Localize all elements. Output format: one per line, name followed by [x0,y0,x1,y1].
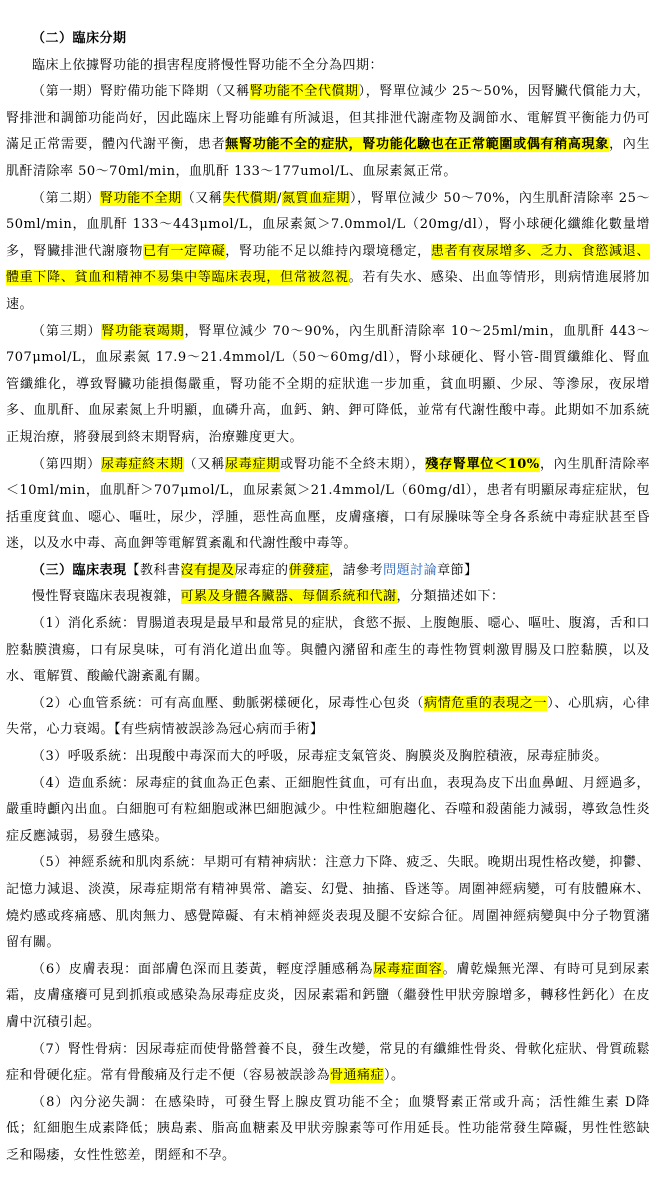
section-heading-clinical-manifestations: （三）臨床表現【教科書沒有提及尿毒症的併發症，請參考問題討論章節】 [32,562,478,578]
highlight-text: 腎功能不全代償期 [249,84,359,100]
highlight-text: 併發症 [288,562,330,578]
item-renal-osteopathy: （7）腎性骨病：因尿毒症而使骨骼營養不良，發生改變，常見的有纖維性骨炎、骨軟化症狀、骨質疏鬆症和骨硬化症。常有骨酸痛及行走不便（容易被誤診為骨通痛症）。 [6,1041,650,1084]
highlight-text: 失代償期 [222,190,277,206]
stage-1-paragraph: （第一期）腎貯備功能下降期（又稱腎功能不全代償期），腎單位減少 25～50%，因腎臟代償能力大，腎排泄和調節功能尚好，因此臨床上腎功能雖有所減退，但其排泄代謝產物及調節水、電解質平衡能力仍可滿足正常需要，體內代謝平衡，患者無腎功能不全的症狀，腎功能化驗也在正常範圍或偶有稍高現象，內生肌酐清除率 50～70ml/min，血肌酐 133～177umol/L、血尿素氮正常。 [6,84,650,179]
highlight-text: 腎功能衰竭期 [101,323,185,339]
highlight-text: 可累及身體各臟器、每個系統和代謝 [180,589,397,605]
stage-2-paragraph: （第二期）腎功能不全期（又稱失代償期/氮質血症期），腎單位減少 50～70%，內生肌酐清除率 25～50ml/min，血肌酐 133～443μmol/L，血尿素氮＞7.0mmol/L（20mg/dl），腎小球硬化纖維化數量增多，腎臟排泄代謝廢物已有一定障礙，腎功能不足以維持內環境穩定，患者有夜尿增多、乏力、食慾減退、體重下降、貧血和精神不易集中等臨床表現，但常被忽視。若有失水、感染、出血等情形，則病情進展將加速。 [6,190,650,312]
item-skin-manifestations: （6）皮膚表現：面部膚色深而且萎黃，輕度浮腫感稱為尿毒症面容。膚乾燥無光澤、有時可見到尿素霜，皮膚瘙癢可見到抓痕或感染為尿毒症皮炎，因尿素霜和鈣鹽（繼發性甲狀旁腺增多，轉移性鈣化）在皮膚中沉積引起。 [6,961,650,1030]
item-respiratory-system: （3）呼吸系統：出現酸中毒深而大的呼吸，尿毒症支氣管炎、胸膜炎及胸腔積液，尿毒症肺炎。 [32,749,608,765]
stage-3-paragraph: （第三期）腎功能衰竭期，腎單位減少 70～90%，內生肌酐清除率 10～25ml/min，血肌酐 443～707μmol/L，血尿素氮 17.9～21.4mmol/L（50～60mg/dl），腎小球硬化、腎小管-間質纖維化、腎血管纖維化，導致腎臟功能損傷嚴重，腎功能不全期的症狀進一步加重，貧血明顯、少尿、等滲尿，夜尿增多、血肌酐、血尿素氮上升明顯，血磷升高，血鈣、鈉、鉀可降低，並常有代謝性酸中毒。此期如不加系統正規治療，將發展到終末期腎病，治療難度更大。 [6,323,650,445]
highlight-text: 無腎功能不全的症狀，腎功能化驗也在正常範圍或偶有稍高現象 [225,137,610,153]
highlight-text: 已有一定障礙 [143,243,226,259]
highlight-text: 殘存腎單位＜10% [425,456,540,472]
stage-4-paragraph: （第四期）尿毒症終末期（又稱尿毒症期或腎功能不全終末期），殘存腎單位＜10%，內生肌酐清除率＜10ml/min，血肌酐＞707μmol/L，血尿素氮＞21.4mmol/L（60mg/dl），患者有明顯尿毒症症狀，包括重度貧血、噁心、嘔吐，尿少，浮腫，惡性高血壓，皮膚瘙癢，口有尿臊味等全身各系統中毒症狀甚至昏迷，以及水中毒、高血鉀等電解質紊亂和代謝性酸中毒等。 [6,456,650,552]
highlight-text: 腎功能不全期 [100,190,182,206]
item-nervous-muscular-system: （5）神經系統和肌肉系統：早期可有精神病狀：注意力下降、疲乏、失眠。晚期出現性格改變，抑鬱、記憶力減退、淡漠，尿毒症期常有精神異常、譫妄、幻覺、抽搐、昏迷等。周圍神經病變，可有肢體麻木、燒灼感或疼痛感、肌肉無力、感覺障礙、有末梢神經炎表現及腿不安綜合征。周圍神經病變與中分子物質瀦留有關。 [6,855,650,951]
section-heading-clinical-staging: （二）臨床分期 [32,31,127,46]
manifestations-intro: 慢性腎衰臨床表現複雜，可累及身體各臟器、每個系統和代謝，分類描述如下： [32,589,505,605]
problem-discussion-link[interactable]: 問題討論 [383,562,438,578]
highlight-text: 氮質血症期 [281,190,350,206]
item-cardiovascular-system: （2）心血管系統：可有高血壓、動脈粥樣硬化，尿毒性心包炎（病情危重的表現之一）、心肌病，心律失常，心力衰竭。【有些病情被誤診為冠心病而手術】 [6,695,650,738]
highlight-text: 尿毒症面容 [373,961,443,977]
highlight-text: 患者有夜尿增多、乏力、食慾減退、體重下降、貧血和精神不易集中等臨床表現，但常被忽視 [6,243,650,286]
item-endocrine-disorders: （8）內分泌失調：在感染時，可發生腎上腺皮質功能不全；血漿腎素正常或升高；活性維生素 D降低；紅細胞生成素降低；胰島素、脂高血糖素及甲狀旁腺素等可作用延長。性功能常發生障礙，男性性慾缺乏和陽痿，女性性慾差，閉經和不孕。 [6,1094,650,1163]
highlight-text: 骨通痛症 [330,1068,385,1084]
highlight-text: 尿毒症終末期 [100,456,184,472]
highlight-text: 病情危重的表現之一 [424,695,548,711]
item-digestive-system: （1）消化系統：胃腸道表現是最早和最常見的症狀，食慾不振、上腹飽脹、噁心、嘔吐、腹瀉，舌和口腔黏膜潰瘍，口有尿臭味，可有消化道出血等。與體內瀦留和產生的毒性物質刺激胃腸及口腔黏膜，以及水、電解質、酸鹼代謝紊亂有關。 [6,616,650,685]
item-hematopoietic-system: （4）造血系統：尿毒症的貧血為正色素、正細胞性貧血，可有出血，表現為皮下出血鼻衄、月經過多，嚴重時顱內出血。白細胞可有粒細胞或淋巴細胞減少。中性粒細胞趨化、吞噬和殺菌能力減弱，導致急性炎症反應減弱，易發生感染。 [6,775,650,844]
highlight-text: 沒有提及 [180,562,235,578]
highlight-text: 尿毒症期 [225,456,281,472]
staging-intro: 臨床上依據腎功能的損害程度將慢性腎功能不全分為四期： [32,57,384,73]
